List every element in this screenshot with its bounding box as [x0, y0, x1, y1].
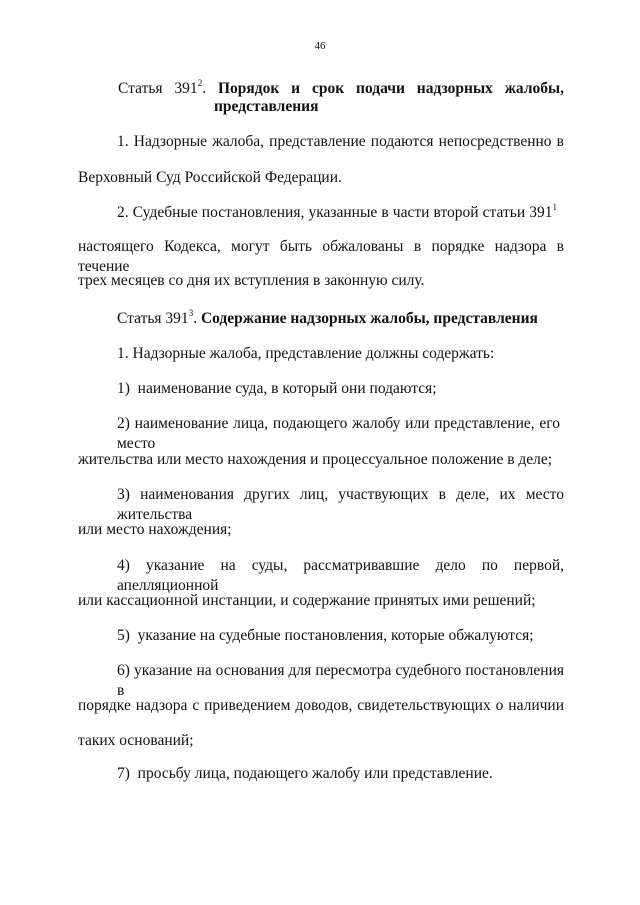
paragraph-line [117, 203, 557, 223]
article-title-cont: представления [214, 98, 319, 115]
paragraph-line: трех месяцев со дня их вступления в законную силу. [78, 272, 425, 289]
text: 2. Судебные постановления, указанные в части второй статьи 391 [117, 204, 553, 221]
list-item: 2) наименование лица, подающего жалобу или представление, его место [117, 415, 560, 452]
list-item: 5) указание на судебные постановления, которые обжалуются; [117, 627, 534, 644]
list-item: 4) указание на суды, рассматривавшие дело по первой, апелляционной [117, 557, 564, 594]
article-label: Статья 391 [117, 310, 189, 327]
paragraph-line: 1. Надзорные жалоба, представление должны содержать: [117, 345, 495, 362]
article-title: Содержание надзорных жалобы, представления [200, 310, 538, 327]
list-item-cont: жительства или место нахождения и процессуальное положение в деле; [78, 451, 553, 468]
list-item-cont: порядке надзора с приведением доводов, свидетельствующих о наличии [78, 697, 564, 714]
article-heading-2: Статья $391^3$. Содержание надзорных жалобы, представления [117, 308, 538, 327]
list-item: 6) указание на основания для пересмотра судебного постановления в [117, 662, 564, 699]
list-item: 7) просьбу лица, подающего жалобу или представление. [117, 765, 493, 782]
article-label: Статья 391 [118, 80, 198, 97]
paragraph-line: 1. Надзорные жалоба, представление подаются непосредственно в [117, 133, 564, 150]
list-item-cont: таких оснований; [78, 732, 194, 749]
article-title: Порядок и срок подачи надзорных жалобы, [217, 80, 564, 97]
superscript: 1 [552, 202, 557, 212]
article-heading-1: Статья $391^2$. Порядок и срок подачи надзорных жалобы, [118, 78, 564, 97]
paragraph-line: настоящего Кодекса, могут быть обжалованы в порядке надзора в течение [78, 238, 564, 275]
page-number: 46 [314, 40, 326, 52]
list-item: 1) наименование суда, в который они подаются; [117, 380, 437, 397]
paragraph-line: Верховный Суд Российской Федерации. [78, 169, 342, 186]
list-item-cont: или место нахождения; [78, 521, 232, 538]
superscript: 3 [188, 308, 194, 318]
list-item: 3) наименования других лиц, участвующих в деле, их место жительства [117, 486, 564, 523]
superscript: 2 [197, 78, 203, 88]
list-item-cont: или кассационной инстанции, и содержание принятых ими решений; [78, 592, 536, 609]
